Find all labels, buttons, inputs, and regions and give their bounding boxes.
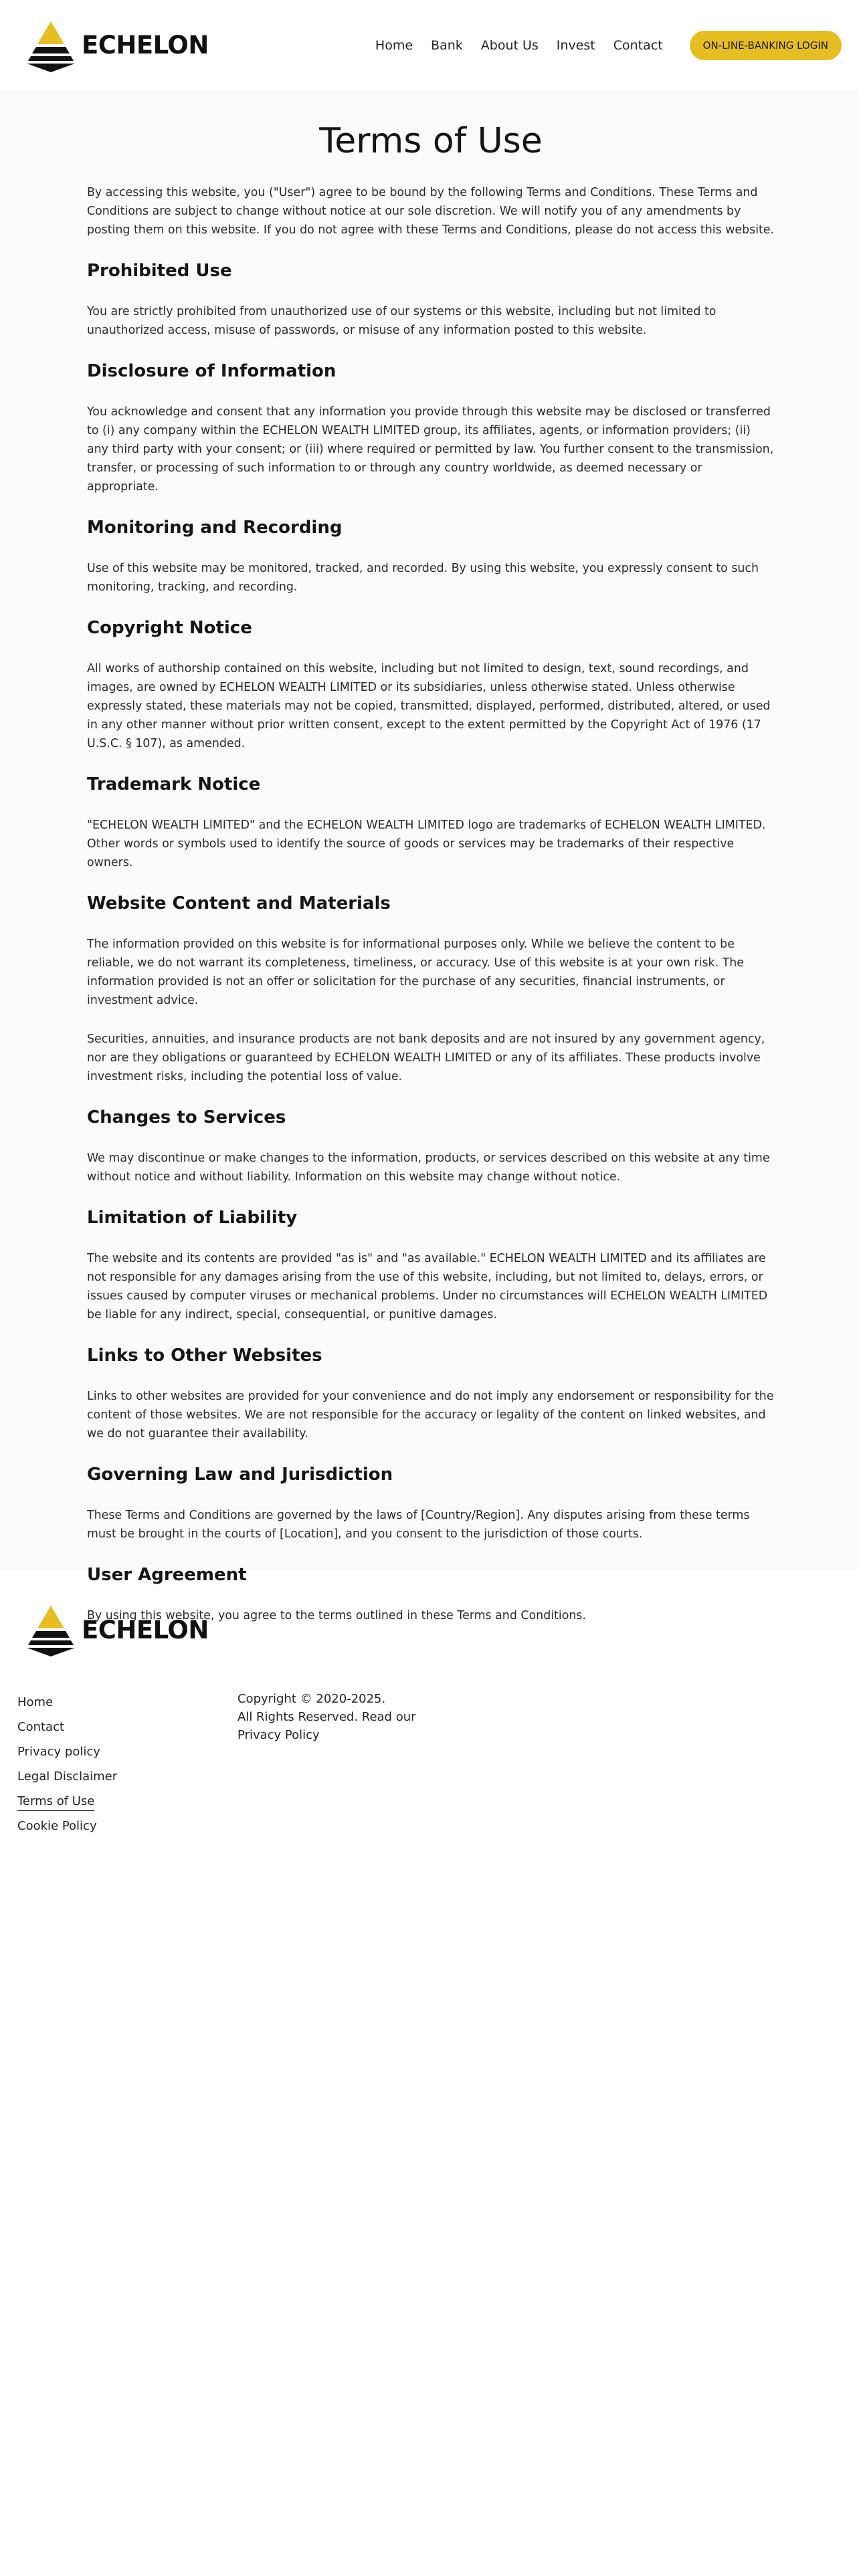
- main-nav: [375, 31, 842, 60]
- site-footer: [0, 1570, 859, 2576]
- footer-link-label: Home: [17, 1695, 54, 1709]
- section-paragraph: These Terms and Conditions are governed by the laws of [Country/Region]. Any disputes arising from these terms must be brought in the courts of [Location], and you consent to the jurisdiction of those courts.: [87, 1509, 750, 1541]
- footer-link-cookie-policy[interactable]: [17, 1814, 237, 1838]
- logo-wordmark: ECHELON: [82, 31, 209, 60]
- copyright-privacy-link[interactable]: Privacy Policy: [237, 1728, 320, 1742]
- copyright-line: Copyright © 2020-2025.: [237, 1692, 386, 1706]
- footer-link-contact[interactable]: [17, 1715, 237, 1739]
- footer-link-legal-disclaimer[interactable]: [17, 1764, 237, 1789]
- section-heading-copyright: Copyright Notice: [87, 618, 252, 638]
- terms-content: [0, 90, 859, 1622]
- section-paragraph: The website and its contents are provided "as is" and "as available." ECHELON WEALTH LIMITED and its affiliates are not responsible for any damages arising from the use of this website, including, but not limited to, delays, errors, or issues caused by computer viruses or mechanical problems. Under no circumstances will ECHELON WEALTH LIMITED be liable for any indirect, special, consequential, or punitive damages.: [87, 1252, 768, 1321]
- site-header: [0, 0, 859, 90]
- footer-link-label: Legal Disclaimer: [17, 1769, 118, 1784]
- section-heading-monitoring: Monitoring and Recording: [87, 518, 343, 538]
- footer-link-label: Contact: [17, 1720, 65, 1734]
- copyright-line: All Rights Reserved. Read our: [237, 1710, 416, 1724]
- footer-link-label: Cookie Policy: [17, 1819, 97, 1833]
- footer-link-terms-of-use[interactable]: [17, 1789, 237, 1814]
- section-paragraph: The information provided on this website is for informational purposes only. While we believe the content to be reliable, we do not warrant its completeness, timeliness, or accuracy. Use of this website is at your own risk. The information provided is not an offer or solicitation for the purchase of any securities, financial instruments, or investment advice.: [87, 938, 745, 1007]
- section-heading-prohibited-use: Prohibited Use: [87, 261, 232, 281]
- online-banking-login-button[interactable]: ON-LINE-BANKING LOGIN: [690, 31, 842, 60]
- section-heading-user-agreement: User Agreement: [87, 1565, 247, 1585]
- section-heading-trademark: Trademark Notice: [87, 774, 261, 794]
- pyramid-logo-icon: [24, 19, 78, 72]
- logo-wordmark: ECHELON: [82, 1615, 209, 1644]
- section-heading-liability: Limitation of Liability: [87, 1208, 298, 1228]
- nav-invest[interactable]: Invest: [556, 37, 595, 53]
- footer-copyright: [237, 1690, 418, 1838]
- section-heading-links: Links to Other Websites: [87, 1346, 322, 1366]
- footer-link-privacy-policy[interactable]: [17, 1739, 237, 1764]
- section-paragraph: By using this website, you agree to the terms outlined in these Terms and Conditions.: [87, 1609, 586, 1622]
- section-paragraph: We may discontinue or make changes to the information, products, or services described on this website at any time without notice and without liability. Information on this website may change without notice.: [87, 1152, 770, 1184]
- footer-link-label: Terms of Use: [17, 1794, 94, 1811]
- nav-contact[interactable]: Contact: [613, 37, 663, 53]
- section-paragraph: All works of authorship contained on this website, including but not limited to design, text, sound recordings, and images, are owned by ECHELON WEALTH LIMITED or its subsidiaries, unless otherwise stated. Unless otherwise expressly stated, these materials may not be copied, transmitted, displayed, performed, distributed, altered, or used in any other manner without prior written consent, except to the extent permitted by the Copyright Act of 1976 (17 U.S.C. § 107), as amended.: [87, 662, 771, 750]
- section-paragraph: Links to other websites are provided for your convenience and do not imply any endorsement or responsibility for the content of those websites. We are not responsible for the accuracy or legality of the content on linked websites, and we do not guarantee their availability.: [87, 1390, 774, 1440]
- section-paragraph: You acknowledge and consent that any information you provide through this website may be disclosed or transferred to (i) any company within the ECHELON WEALTH LIMITED group, its affiliates, agents, or information providers; (ii) any third party with your consent; or (iii) where required or permitted by law. You further consent to the transmission, transfer, or processing of such information to or through any country worldwide, as deemed necessary or appropriate.: [87, 405, 774, 494]
- page-title: Terms of Use: [319, 121, 543, 161]
- nav-home[interactable]: Home: [375, 37, 413, 53]
- section-heading-governing-law: Governing Law and Jurisdiction: [87, 1465, 393, 1485]
- section-heading-changes: Changes to Services: [87, 1107, 286, 1128]
- footer-links: [17, 1690, 237, 1838]
- nav-about-us[interactable]: About Us: [480, 37, 539, 53]
- section-paragraph: Use of this website may be monitored, tracked, and recorded. By using this website, you expressly consent to such monitoring, tracking, and recording.: [87, 562, 759, 594]
- section-paragraph: You are strictly prohibited from unauthorized use of our systems or this website, including but not limited to unauthorized access, misuse of passwords, or misuse of any information posted to this website.: [87, 305, 717, 337]
- section-paragraph: Securities, annuities, and insurance products are not bank deposits and are not insured by any government agency, nor are they obligations or guaranteed by ECHELON WEALTH LIMITED or any of its affiliates. These products involve investment risks, including the potential loss of value.: [87, 1033, 765, 1083]
- pyramid-logo-icon: [24, 1603, 78, 1656]
- footer-link-home[interactable]: [17, 1690, 237, 1715]
- footer-link-label: Privacy policy: [17, 1745, 100, 1759]
- header-logo[interactable]: [24, 19, 209, 72]
- section-heading-disclosure: Disclosure of Information: [87, 361, 337, 381]
- section-heading-website-content: Website Content and Materials: [87, 893, 391, 914]
- nav-bank[interactable]: Bank: [431, 37, 463, 53]
- section-paragraph: "ECHELON WEALTH LIMITED" and the ECHELON WEALTH LIMITED logo are trademarks of ECHELON WEALTH LIMITED. Other words or symbols used to identify the source of goods or services may be trademarks of their respective owners.: [87, 819, 766, 869]
- intro-paragraph: By accessing this website, you ("User") agree to be bound by the following Terms and Conditions. These Terms and Conditions are subject to change without notice at our sole discretion. We will notify you of any amendments by posting them on this website. If you do not agree with these Terms and Conditions, please do not access this website.: [87, 186, 775, 237]
